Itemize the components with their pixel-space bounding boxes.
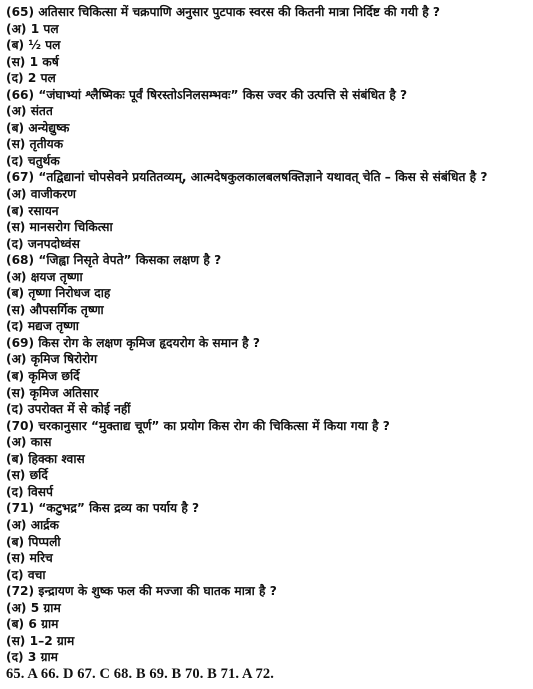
- answer-key: 65. A 66. D 67. C 68. B 69. B 70. B 71. A 72.: [6, 665, 274, 682]
- question-block: [6, 583, 527, 666]
- question-list: [6, 4, 527, 666]
- option-text: (अ) कृमिज षिरोरोग: [6, 352, 98, 367]
- question-block: [6, 4, 527, 87]
- option-text: (द) उपरोक्त में से कोई नहीं: [6, 402, 131, 417]
- option-text: (द) जनपदोध्वंस: [6, 236, 80, 251]
- question-block: [6, 500, 527, 583]
- option-text: (अ) कास: [6, 435, 52, 450]
- option-text: (ब) ½ पल: [6, 38, 61, 53]
- option-text: (अ) क्षयज तृष्णा: [6, 269, 83, 284]
- option-text: (ब) हिक्का श्वास: [6, 451, 85, 466]
- question-block: [6, 418, 527, 501]
- option-text: (द) चतुर्थक: [6, 153, 60, 168]
- option-text: (स) 1 कर्ष: [6, 54, 59, 69]
- option-text: (स) मानसरोग चिकित्सा: [6, 220, 113, 235]
- option-text: (अ) वाजीकरण: [6, 187, 76, 202]
- question-text: (72) इन्द्रायण के शुष्क फल की मज्जा की घातक मात्रा है ?: [6, 584, 277, 599]
- option-text: (अ) संतत: [6, 104, 53, 119]
- question-text: (70) चरकानुसार “मुक्ताद्य चूर्ण” का प्रयोग किस रोग की चिकित्सा में किया गया है ?: [6, 418, 390, 433]
- option-text: (अ) 5 ग्राम: [6, 600, 61, 615]
- option-text: (द) 3 ग्राम: [6, 650, 58, 665]
- option-text: (स) छर्दि: [6, 468, 48, 483]
- option-text: (स) कृमिज अतिसार: [6, 385, 99, 400]
- option-text: (अ) 1 पल: [6, 21, 59, 36]
- option-text: (ब) तृष्णा निरोधज दाह: [6, 286, 111, 301]
- option-text: (द) 2 पल: [6, 71, 56, 86]
- option-text: (ब) पिप्पली: [6, 534, 61, 549]
- option-text: (द) मद्यज तृष्णा: [6, 319, 79, 334]
- question-block: [6, 335, 527, 418]
- option-text: (ब) 6 ग्राम: [6, 617, 59, 632]
- option-text: (द) विसर्प: [6, 484, 53, 499]
- option-text: (ब) अन्येद्युष्क: [6, 120, 70, 135]
- option-text: (स) औपसर्गिक तृष्णा: [6, 302, 104, 317]
- option-text: (स) 1–2 ग्राम: [6, 633, 75, 648]
- question-text: (65) अतिसार चिकित्सा में चक्रपाणि अनुसार पुटपाक स्वरस की कितनी मात्रा निर्दिष्ट की गयी है ?: [6, 5, 441, 19]
- question-block: [6, 169, 527, 252]
- option-text: (स) मरिच: [6, 551, 53, 566]
- option-text: (अ) आर्द्रक: [6, 517, 59, 532]
- option-text: (द) वचा: [6, 567, 46, 582]
- option-text: (स) तृतीयक: [6, 137, 64, 152]
- question-text: (66) “जंघाभ्यां श्लैष्मिकः पूर्वं षिरस्तोऽनिलसम्भवः” किस ज्वर की उत्पत्ति से संबंधित है ?: [6, 87, 408, 102]
- option-text: (ब) कृमिज छर्दि: [6, 369, 80, 384]
- question-text: (69) किस रोग के लक्षण कृमिज हृदयरोग के समान है ?: [6, 335, 260, 350]
- question-text: (67) “तद्विद्यानां चोपसेवने प्रयतितव्यम्, आत्मदेषकुलकालबलषक्तिज्ञाने यथावत् चेति – किस से संबंधित है ?: [6, 170, 488, 185]
- question-text: (71) “कटुभद्र” किस द्रव्य का पर्याय है ?: [6, 501, 200, 516]
- question-block: [6, 87, 527, 170]
- question-text: (68) “जिह्वा निसृते वेपते” किसका लक्षण है ?: [6, 253, 222, 268]
- option-text: (ब) रसायन: [6, 203, 59, 218]
- question-block: [6, 252, 527, 335]
